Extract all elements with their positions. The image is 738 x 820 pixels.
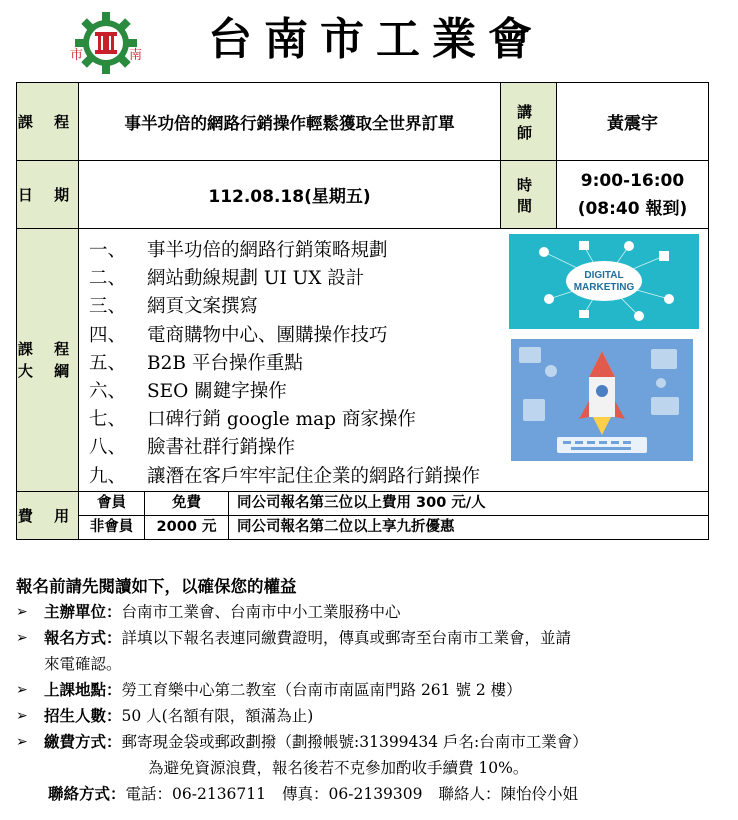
outline-item: 九、 讓潛在客戶牢牢記住企業的網路行銷操作 bbox=[89, 465, 481, 487]
outline-item: 二、 網站動線規劃 UI UX 設計 bbox=[89, 268, 365, 290]
image-text-marketing: MARKETING bbox=[573, 282, 635, 293]
notice-payment: ➢ 繳費方式：郵寄現金袋或郵政劃撥（劃撥帳號:31399434 戶名:台南市工業會） bbox=[16, 729, 732, 755]
registration-notice bbox=[16, 574, 732, 807]
nonmember-label: 非會員 bbox=[79, 516, 145, 539]
date-label: 日 期 bbox=[17, 161, 79, 229]
member-price: 免費 bbox=[145, 492, 229, 516]
notice-venue: ➢ 上課地點：勞工育樂中心第二教室（台南市南區南門路 261 號 2 樓） bbox=[16, 677, 732, 703]
outline-item: 一、 事半功倍的網路行銷策略規劃 bbox=[89, 240, 388, 261]
notice-method: ➢ 報名方式：詳填以下報名表連同繳費證明，傳真或郵寄至台南市工業會，並請 bbox=[16, 625, 732, 651]
outline-label-line2: 大 綱 bbox=[17, 362, 78, 380]
notice-quota: ➢ 招生人數：50 人(名額有限，額滿為止) bbox=[16, 703, 732, 729]
outline-item: 七、 口碑行銷 google map 商家操作 bbox=[89, 409, 416, 431]
logo-char-left: 市 bbox=[70, 48, 84, 63]
logo-char-right: 南 bbox=[129, 48, 143, 63]
nonmember-price: 2000 元 bbox=[145, 516, 229, 539]
digital-marketing-image bbox=[509, 234, 699, 329]
arrow-bullet-icon: ➢ bbox=[16, 604, 28, 620]
outline-label-line1: 課 程 bbox=[17, 340, 78, 358]
contact-phone: 電話：06-2136711 bbox=[125, 785, 267, 803]
member-label: 會員 bbox=[79, 492, 145, 516]
time-range: 9:00-16:00 bbox=[580, 170, 685, 191]
member-note: 同公司報名第三位以上費用 300 元/人 bbox=[229, 492, 708, 516]
outline-item: 四、 電商購物中心、團購操作技巧 bbox=[89, 324, 388, 346]
outline-cell bbox=[79, 229, 709, 492]
arrow-bullet-icon: ➢ bbox=[16, 630, 28, 646]
arrow-bullet-icon: ➢ bbox=[16, 734, 28, 750]
check-in-time: (08:40 報到) bbox=[577, 198, 688, 219]
notice-method-continued: 來電確認。 bbox=[44, 655, 122, 673]
date-value: 112.08.18(星期五) bbox=[79, 161, 501, 229]
fee-cell bbox=[79, 492, 709, 540]
time-label: 時 間 bbox=[501, 161, 557, 229]
arrow-bullet-icon: ➢ bbox=[16, 708, 28, 724]
rocket-marketing-image bbox=[511, 339, 693, 461]
outline-item: 八、 臉書社群行銷操作 bbox=[89, 437, 296, 459]
outline-item: 三、 網頁文案撰寫 bbox=[89, 296, 259, 318]
org-title: 台南市工業會 bbox=[208, 14, 544, 65]
notice-payment-continued: 為避免資源浪費，報名後若不克參加酌收手續費 10%。 bbox=[148, 759, 529, 777]
org-logo bbox=[66, 10, 146, 76]
outline-item: 五、 B2B 平台操作重點 bbox=[89, 352, 303, 374]
outline-item: 六、 SEO 關鍵字操作 bbox=[89, 380, 287, 402]
arrow-bullet-icon: ➢ bbox=[16, 682, 28, 698]
notice-heading: 報名前請先閱讀如下，以確保您的權益 bbox=[16, 577, 297, 596]
teacher-label: 講 師 bbox=[501, 83, 557, 161]
course-title: 事半功倍的網路行銷操作輕鬆獲取全世界訂單 bbox=[79, 83, 501, 161]
nonmember-note: 同公司報名第二位以上享九折優惠 bbox=[237, 519, 455, 535]
teacher-name: 黃震宇 bbox=[557, 83, 709, 161]
notice-contact: 聯絡方式：電話：06-2136711 傳真：06-2139309 聯絡人：陳怡伶小姐 bbox=[48, 784, 579, 803]
gear-logo-icon bbox=[66, 10, 146, 76]
course-label: 課 程 bbox=[17, 83, 79, 161]
notice-organizer: ➢ 主辦單位：台南市工業會、台南市中小工業服務中心 bbox=[16, 599, 732, 625]
contact-person: 聯絡人：陳怡伶小姐 bbox=[438, 785, 579, 803]
fee-label: 費 用 bbox=[17, 492, 79, 540]
outline-label bbox=[17, 229, 79, 492]
image-text-digital: DIGITAL bbox=[584, 270, 624, 281]
course-table bbox=[16, 82, 709, 540]
fee-grid bbox=[79, 492, 708, 539]
outline-list bbox=[89, 237, 480, 491]
time-value bbox=[557, 161, 709, 229]
contact-fax: 傳真：06-2139309 bbox=[282, 785, 423, 803]
